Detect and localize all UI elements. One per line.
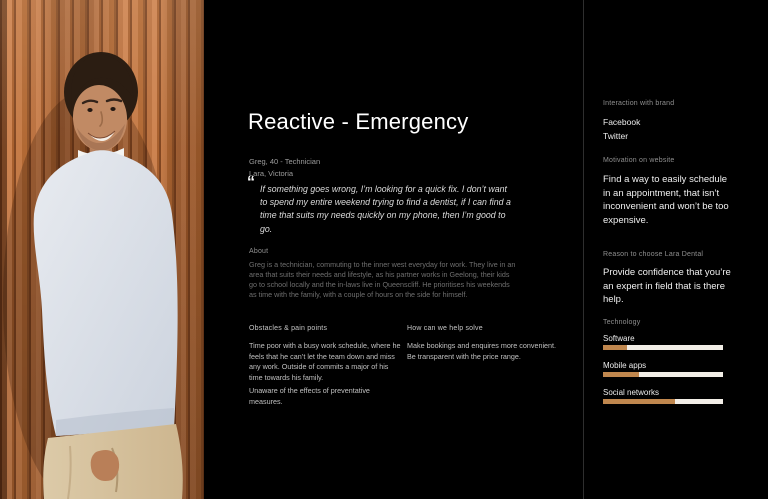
reason-text: Provide confidence that you’re an expert in field that is there help. [603, 267, 731, 305]
obstacles-label: Obstacles & pain points [249, 325, 328, 332]
persona-location: Lara, Victoria [249, 169, 294, 178]
tech-social-networks-label: Social networks [603, 388, 660, 397]
about-text: Greg is a technician, commuting to the inner west everyday for work. They live in an area that suits their needs and lifestyle, as his partner works in Geelong, their kids go to school locally and the in-laws live in Queenscliff. He prioritises his weekends as time with the family, with a couple of hours on the side for himself. [249, 260, 516, 299]
persona-title: Reactive - Emergency [248, 109, 469, 134]
reason-label: Reason to choose Lara Dental [603, 251, 704, 258]
help-text [407, 341, 559, 362]
tech-social-networks-bar [603, 399, 723, 404]
column-divider [583, 0, 584, 499]
obstacles-paragraph-2: Unaware of the effects of preventative measures. [249, 386, 370, 406]
help-label: How can we help solve [407, 325, 483, 332]
persona-photo [0, 0, 204, 499]
persona-role: Greg, 40 - Technician [249, 157, 321, 166]
quote-icon: “ [247, 174, 255, 191]
obstacles-text [249, 341, 401, 407]
persona-quote: If something goes wrong, I’m looking for a quick fix. I don’t want to spend my entire weekend trying to find a dentist, if I can find a time that suits my needs quickly on my phone, then I’m good to go. [260, 184, 511, 234]
tech-software-bar [603, 345, 723, 350]
tech-mobile-apps-bar-fill [603, 372, 639, 377]
person-illustration [0, 0, 204, 499]
persona-subtitle [249, 156, 320, 180]
tech-mobile-apps-label: Mobile apps [603, 361, 647, 370]
about-label: About [249, 248, 269, 255]
channel-facebook: Facebook [603, 117, 641, 127]
tech-software-label: Software [603, 334, 635, 343]
interaction-label: Interaction with brand [603, 100, 675, 107]
obstacles-paragraph-1: Time poor with a busy work schedule, where he feels that he can’t let the team down and miss any work. Outside of commits a major of his time towards his family. [249, 341, 401, 382]
help-paragraph-1: Make bookings and enquires more convenient. [407, 341, 557, 350]
motivation-text: Find a way to easily schedule in an appointment, that isn’t inconvenient and won’t be too expensive. [603, 174, 729, 226]
tech-mobile-apps-bar [603, 372, 723, 377]
channel-twitter: Twitter [603, 130, 629, 141]
tech-software-bar-fill [603, 345, 627, 350]
technology-label: Technology [603, 319, 641, 326]
tech-social-networks-bar-fill [603, 399, 675, 404]
help-paragraph-2: Be transparent with the price range. [407, 351, 521, 361]
brand-channels [603, 116, 640, 143]
motivation-label: Motivation on website [603, 157, 675, 164]
